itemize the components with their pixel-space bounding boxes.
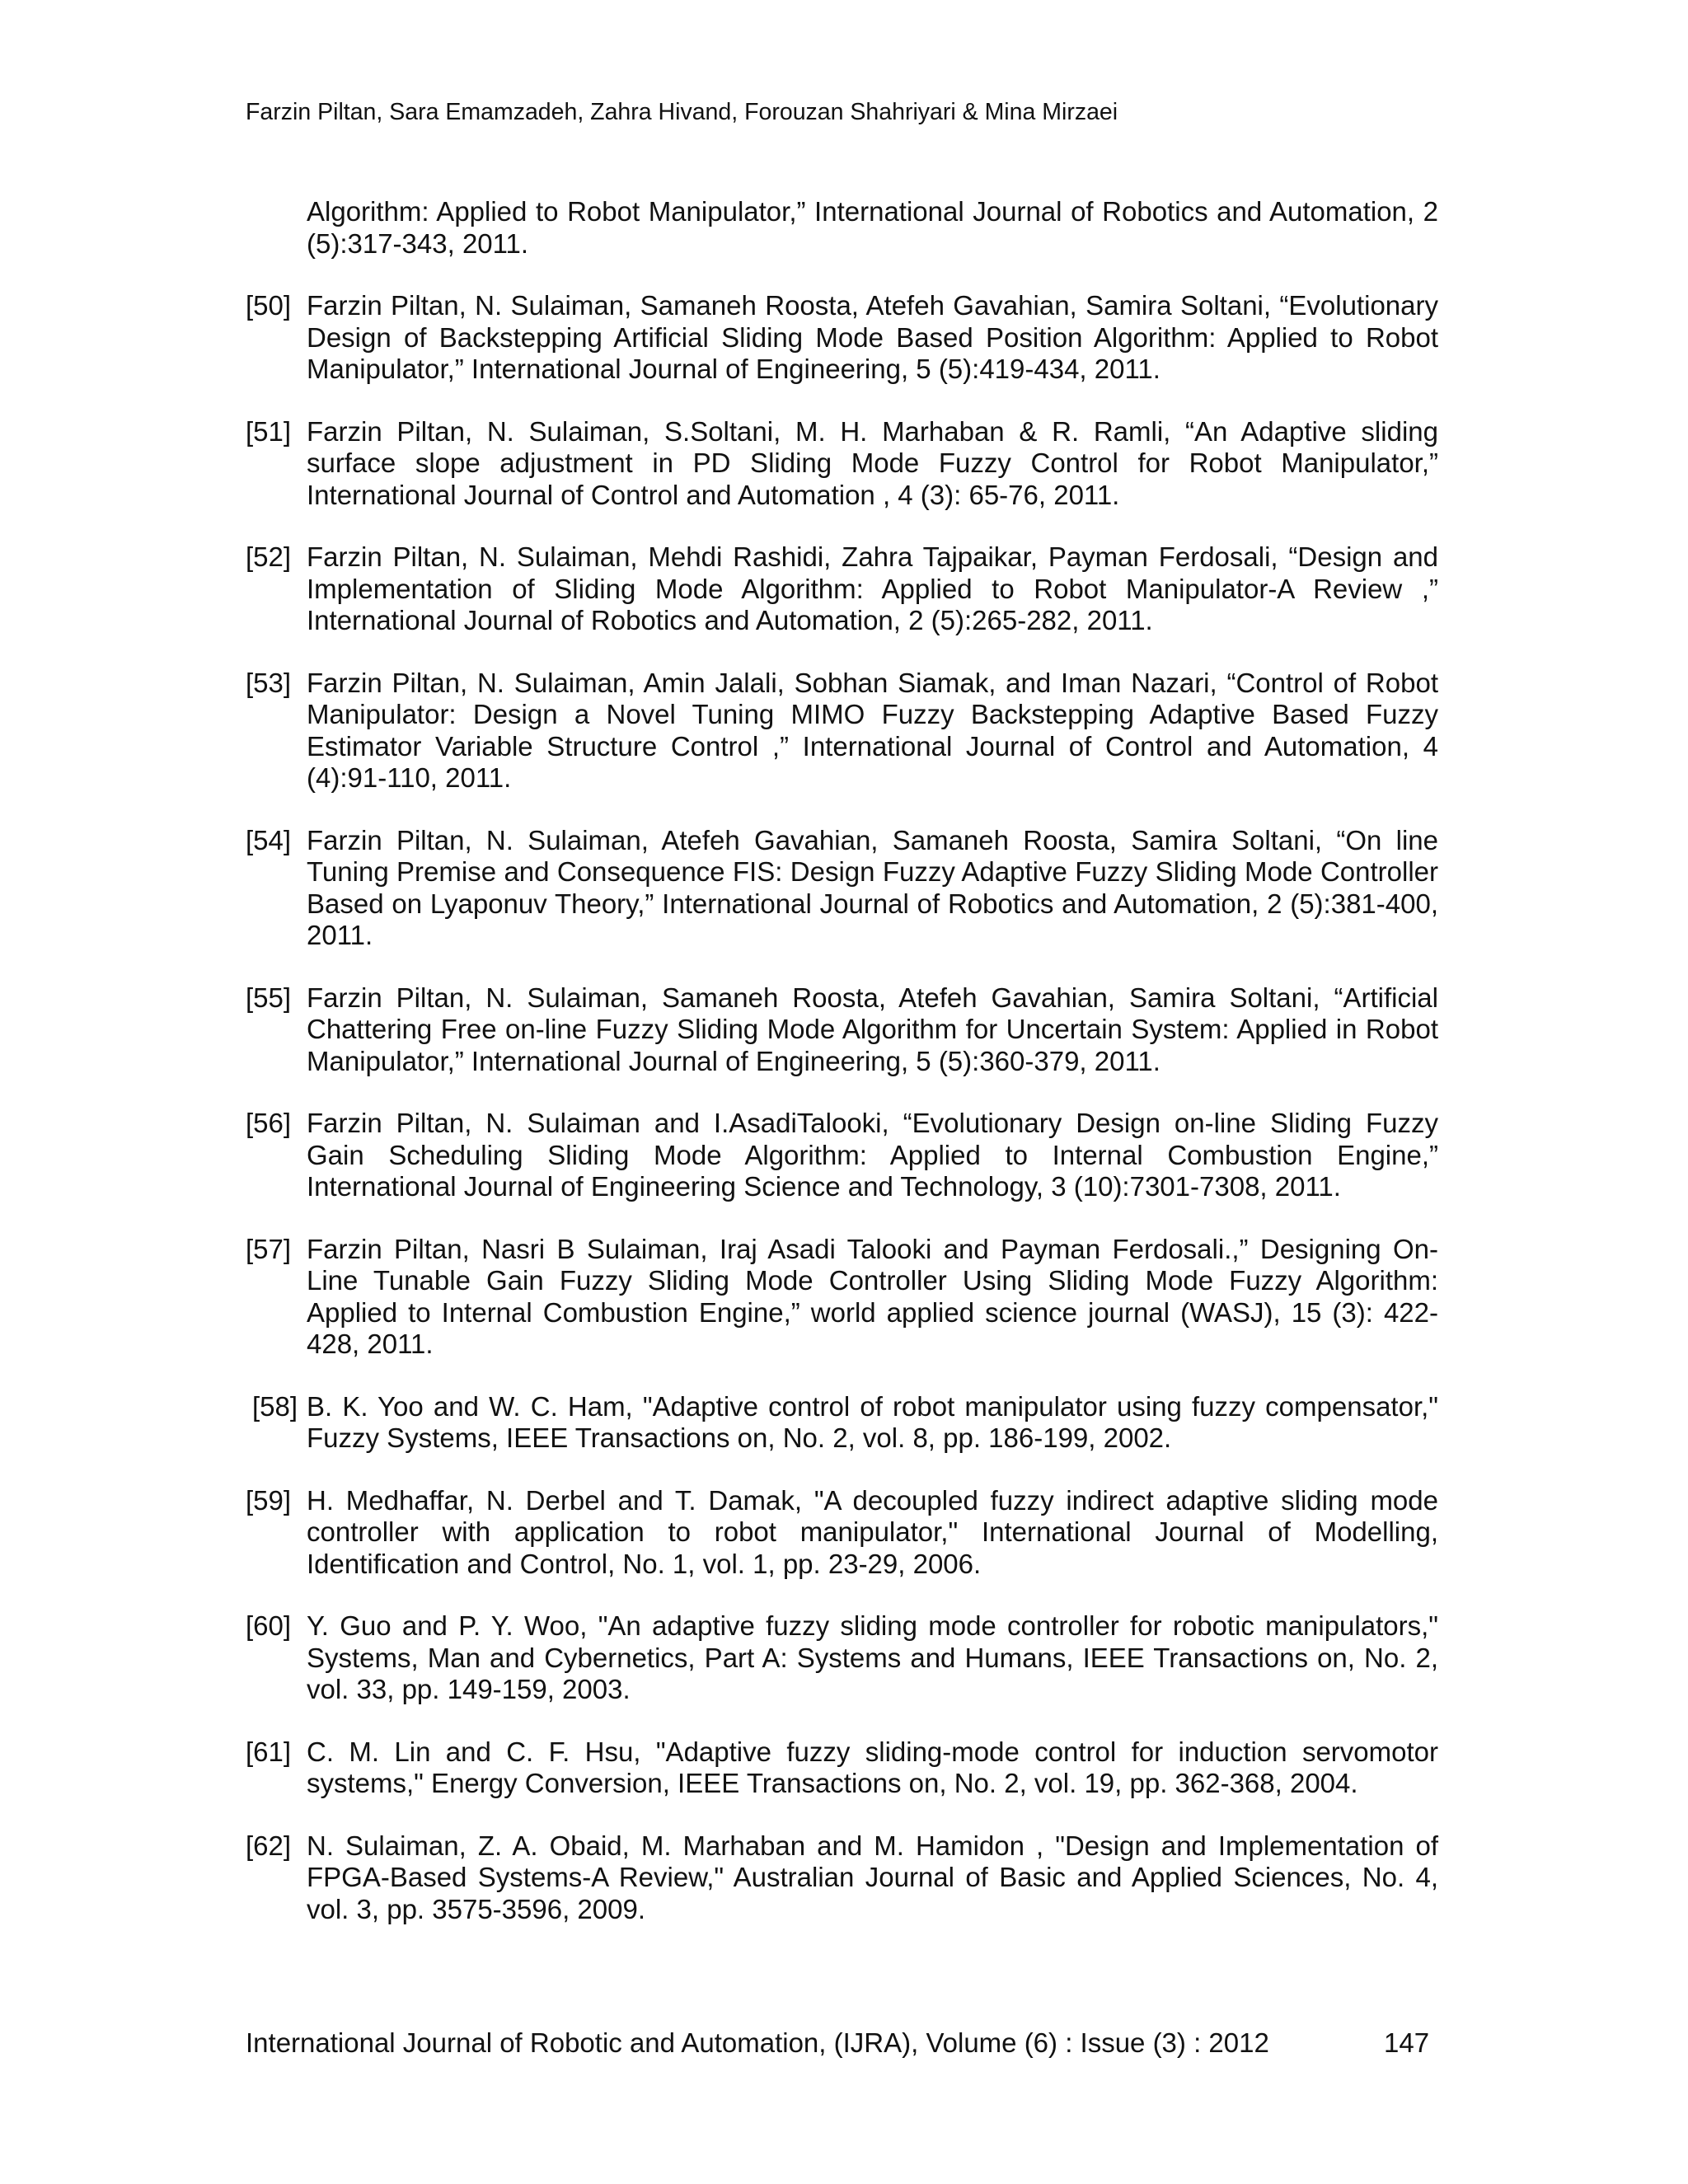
reference-text: N. Sulaiman, Z. A. Obaid, M. Marhaban and M. Hamidon , "Design and Implementation of FPGA-Based Systems-A Review," Australian Journal of Basic and Applied Sciences, No. 4, vol. 3, pp. 3575-3596, 2009. (307, 1830, 1438, 1924)
reference-item (246, 1610, 1438, 1706)
reference-number: [51] (246, 415, 292, 447)
reference-item (246, 1391, 1438, 1455)
reference-number: [55] (246, 982, 292, 1013)
reference-item (246, 1485, 1438, 1581)
reference-list (246, 196, 1438, 1956)
reference-number: [59] (246, 1484, 292, 1516)
reference-text: Farzin Piltan, N. Sulaiman, Samaneh Roosta, Atefeh Gavahian, Samira Soltani, “Artificial Chattering Free on-line Fuzzy Sliding Mode Algorithm for Uncertain System: Applied in Robot Manipulator,” International Journal of Engineering, 5 (5):360-379, 2011. (307, 982, 1438, 1076)
reference-text: C. M. Lin and C. F. Hsu, "Adaptive fuzzy sliding-mode control for induction servomotor systems," Energy Conversion, IEEE Transactions on, No. 2, vol. 19, pp. 362-368, 2004. (307, 1736, 1438, 1798)
header-authors: Farzin Piltan, Sara Emamzadeh, Zahra Hivand, Forouzan Shahriyari & Mina Mirzaei (246, 99, 1118, 125)
reference-text: Farzin Piltan, N. Sulaiman, Atefeh Gavahian, Samaneh Roosta, Samira Soltani, “On line Tuning Premise and Consequence FIS: Design Fuzzy Adaptive Fuzzy Sliding Mode Controller Based on Lyaponuv Theory,” International Journal of Robotics and Automation, 2 (5):381-400, 2011. (307, 824, 1438, 950)
reference-item (246, 1830, 1438, 1926)
reference-text: Farzin Piltan, N. Sulaiman, Samaneh Roosta, Atefeh Gavahian, Samira Soltani, “Evolutionary Design of Backstepping Artificial Sliding Mode Based Position Algorithm: Applied to Robot Manipulator,” International Journal of Engineering, 5 (5):419-434, 2011. (307, 290, 1438, 384)
reference-text: Farzin Piltan, N. Sulaiman, Amin Jalali, Sobhan Siamak, and Iman Nazari, “Control of Robot Manipulator: Design a Novel Tuning MIMO Fuzzy Backstepping Adaptive Based Fuzzy Estimator Variable Structure Control ,” International Journal of Control and Automation, 4 (4):91-110, 2011. (307, 667, 1438, 793)
reference-text: Farzin Piltan, N. Sulaiman, Mehdi Rashidi, Zahra Tajpaikar, Payman Ferdosali, “Design and Implementation of Sliding Mode Algorithm: Applied to Robot Manipulator-A Review ,” International Journal of Robotics and Automation, 2 (5):265-282, 2011. (307, 541, 1438, 635)
reference-number: [58] (252, 1390, 298, 1422)
reference-number: [54] (246, 824, 292, 855)
reference-text: B. K. Yoo and W. C. Ham, "Adaptive control of robot manipulator using fuzzy compensator," Fuzzy Systems, IEEE Transactions on, No. 2, vol. 8, pp. 186-199, 2002. (307, 1390, 1438, 1453)
reference-number (246, 196, 307, 260)
reference-number: [56] (246, 1108, 292, 1138)
reference-text: H. Medhaffar, N. Derbel and T. Damak, "A decoupled fuzzy indirect adaptive sliding mode controller with application to robot manipulator," International Journal of Modelling, Identification and Control, No. 1, vol. 1, pp. 23-29, 2006. (307, 1484, 1438, 1579)
reference-text: Farzin Piltan, N. Sulaiman, S.Soltani, M. H. Marhaban & R. Ramli, “An Adaptive sliding surface slope adjustment in PD Sliding Mode Fuzzy Control for Robot Manipulator,” International Journal of Control and Automation , 4 (3): 65-76, 2011. (307, 415, 1438, 510)
running-header (246, 97, 1465, 127)
reference-item (246, 1234, 1438, 1361)
reference-item (246, 541, 1438, 637)
reference-item (246, 825, 1438, 952)
reference-number: [50] (246, 290, 292, 321)
reference-number: [61] (246, 1736, 292, 1767)
reference-number: [62] (246, 1830, 292, 1861)
reference-text: Y. Guo and P. Y. Woo, "An adaptive fuzzy sliding mode controller for robotic manipulators," Systems, Man and Cybernetics, Part A: Systems and Humans, IEEE Transactions on, No. 2, vol. 33, pp. 149-159, 2003. (307, 1610, 1438, 1704)
reference-number: [57] (246, 1233, 292, 1264)
reference-text: Farzin Piltan, Nasri B Sulaiman, Iraj Asadi Talooki and Payman Ferdosali.,” Designing On-Line Tunable Gain Fuzzy Sliding Mode Controller Using Sliding Mode Fuzzy Algorithm: Applied to Internal Combustion Engine,” world applied science journal (WASJ), 15 (3): 422-428, 2011. (307, 1233, 1438, 1359)
reference-text: Algorithm: Applied to Robot Manipulator,” International Journal of Robotics and Automation, 2 (5):317-343, 2011. (307, 196, 1438, 259)
reference-number: [52] (246, 541, 292, 572)
reference-number: [60] (246, 1610, 292, 1641)
reference-item (246, 668, 1438, 794)
reference-number: [53] (246, 667, 292, 698)
reference-item (246, 290, 1438, 386)
reference-item (246, 196, 1438, 260)
page-number: 147 (1384, 2027, 1430, 2058)
reference-text: Farzin Piltan, N. Sulaiman and I.AsadiTalooki, “Evolutionary Design on-line Sliding Fuzzy Gain Scheduling Sliding Mode Algorithm: Applied to Internal Combustion Engine,” International Journal of Engineering Science and Technology, 3 (10):7301-7308, 2011. (307, 1108, 1438, 1202)
reference-item (246, 1108, 1438, 1203)
footer-journal: International Journal of Robotic and Automation, (IJRA), Volume (6) : Issue (3) : 2012 (246, 2027, 1269, 2058)
reference-item (246, 1736, 1438, 1800)
reference-item (246, 416, 1438, 512)
reference-item (246, 982, 1438, 1078)
